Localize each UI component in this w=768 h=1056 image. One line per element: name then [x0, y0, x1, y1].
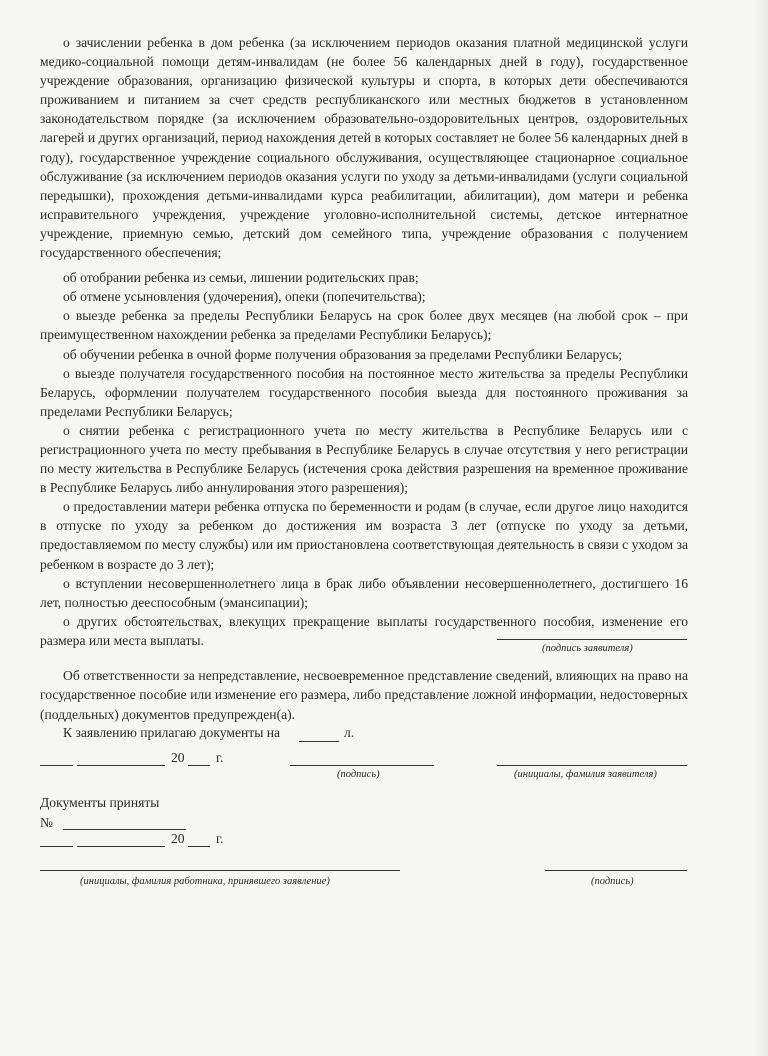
condition-paragraph: о выезде ребенка за пределы Республики Беларусь на срок более двух месяцев (на любой срок – при преимущественном нахождении ребенка за пределами Республики Беларусь);: [40, 308, 688, 343]
condition-paragraph: о снятии ребенка с регистрационного учета по месту жительства в Республике Беларусь или с регистрационного учета по месту пребывания в Республике Беларусь в случае отсутствия у него регистрации по месту жительства в Республике Беларусь (истечения срока действия разрешения на временное проживание в Республике Беларусь либо аннулирования этого разрешения);: [40, 422, 688, 496]
condition-paragraph: о предоставлении матери ребенка отпуска по беременности и родам (в случае, если другое лицо находится в отпуске по уходу за ребенком до достижения им возраста 3 лет (отпуске по уходу за детьми, предоставляемом по месту службы) или им приостановлена соответствующая деятельность в связи с уходом за ребенком в возрасте до 3 лет);: [40, 499, 688, 572]
condition-paragraph: о вступлении несовершеннолетнего лица в брак либо объявлении несовершеннолетнего, достигшего 16 лет, полностью дееспособным (эмансипации);: [40, 575, 688, 610]
responsibility-text: Об ответственности за непредставление, несвоевременное представление сведений, влияющих на право на государственное пособие или изменение его размера, либо представление ложной информации, недостоверных (поддельных) документов предупрежден(а).: [40, 668, 688, 722]
attachments-suffix: л.: [344, 725, 355, 740]
date-year-prefix-2: 20: [171, 831, 185, 846]
attachments-label: К заявлению прилагаю документы на: [63, 725, 281, 740]
signature-caption: (подпись): [337, 769, 380, 780]
date-year-field-2[interactable]: [188, 846, 210, 847]
signature-field[interactable]: [290, 765, 434, 766]
applicant-signature-caption: (подпись заявителя): [542, 643, 633, 654]
condition-paragraph: об обучении ребенка в очной форме получения образования за пределами Республики Беларусь;: [63, 346, 623, 362]
attachments-count-field[interactable]: [299, 741, 339, 742]
condition-paragraph: об отобрании ребенка из семьи, лишении родительских прав;: [63, 270, 419, 286]
conditions-list: [40, 33, 688, 650]
employee-name-caption: (инициалы, фамилия работника, принявшего заявление): [80, 876, 330, 887]
page-edge-shadow: [754, 0, 768, 1056]
responsibility-statement: [40, 666, 688, 724]
applicant-signature-line: [497, 639, 687, 640]
condition-paragraph: о выезде получателя государственного пособия на постоянное место жительства за пределы Республики Беларусь, оформлении получателем государственного пособия выезда для постоянного проживания за пределами Республики Беларусь;: [40, 365, 688, 419]
condition-paragraph: о зачислении ребенка в дом ребенка (за исключением периодов оказания платной медицинской услуги медико-социальной помощи детям-инвалидам (не более 56 календарных дней в году), государственное учреждение образования, организацию физической культуры и спорта, в которых дети обеспечиваются проживанием и питанием за счет средств республиканского или местных бюджетов в установленном законодательством порядке (за исключением образовательно-оздоровительных центров, оздоровительных лагерей и других организаций, период нахождения детей в которых составляет не более 56 календарных дней в году), государственное учреждение социального обслуживания, осуществляющее стационарное социальное обслуживание (за исключением периодов оказания услуги по уходу за детьми-инвалидами (услуги социальной передышки), прохождения детьми-инвалидами курса реабилитации, абилитации), дом матери и ребенка исправительного учреждения, учреждение уголовно-исполнительной системы, детское интернатное учреждение, приемную семью, детский дом семейного типа, учреждение образования с получением государственного обеспечения;: [40, 35, 688, 261]
date-day-field[interactable]: [40, 765, 73, 766]
date-year-field[interactable]: [188, 765, 210, 766]
date-day-field-2[interactable]: [40, 846, 73, 847]
employee-signature-field[interactable]: [545, 870, 687, 871]
condition-paragraph: об отмене усыновления (удочерения), опеки (попечительства);: [63, 289, 426, 305]
date-year-suffix: г.: [216, 750, 224, 765]
applicant-name-caption: (инициалы, фамилия заявителя): [514, 769, 657, 780]
number-sign: №: [40, 815, 53, 830]
date-month-field[interactable]: [77, 765, 165, 766]
date-month-field-2[interactable]: [77, 846, 165, 847]
condition-paragraph: о других обстоятельствах, влекущих прекращение выплаты государственного пособия, изменение его размера или места выплаты.: [40, 613, 688, 648]
documents-accepted-label: Документы приняты: [40, 795, 160, 810]
employee-name-field[interactable]: [40, 870, 400, 871]
date-year-suffix-2: г.: [216, 831, 224, 846]
employee-signature-caption: (подпись): [591, 876, 634, 887]
applicant-name-field[interactable]: [497, 765, 687, 766]
registration-number-field[interactable]: [63, 829, 186, 830]
date-year-prefix: 20: [171, 750, 185, 765]
